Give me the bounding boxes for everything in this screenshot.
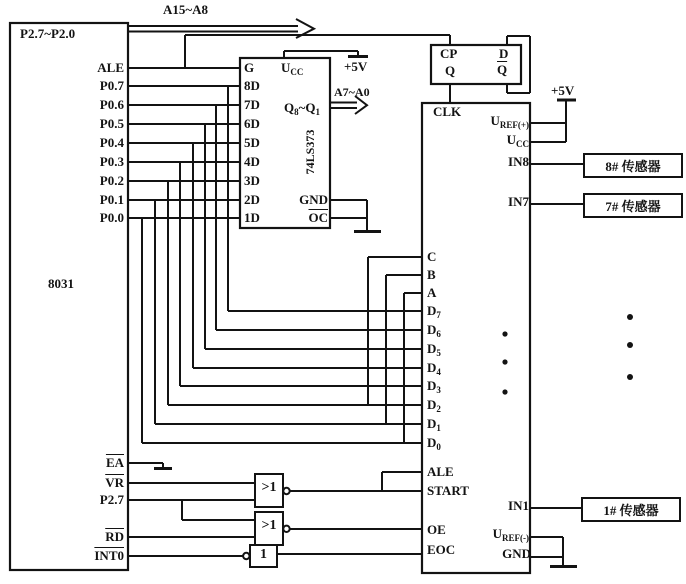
or1-bubble bbox=[283, 488, 289, 494]
adc-pin-a: A bbox=[427, 285, 437, 300]
latch-pin-8d: 8D bbox=[244, 78, 260, 93]
adc-pin-oe: OE bbox=[427, 522, 446, 537]
latch-pin-7d: 7D bbox=[244, 97, 260, 112]
adc-pin-in8: IN8 bbox=[508, 154, 529, 169]
adc-pin-start: START bbox=[427, 483, 469, 498]
ff-pin-d: D bbox=[499, 46, 509, 61]
mcu-pin-p07: P0.7 bbox=[99, 78, 124, 93]
adc-pin-uref-neg: $U_{REF(-)}$ bbox=[492, 526, 529, 543]
wire-p27 bbox=[128, 500, 255, 520]
wire-adc-vcc bbox=[530, 100, 566, 142]
mcu-pin-p06: P0.6 bbox=[99, 97, 124, 112]
adc-pin-uref-pos: $U_{REF(+)}$ bbox=[490, 113, 529, 130]
adc-pin-d4: $D_4$ bbox=[427, 360, 441, 377]
latch-pin-4d: 4D bbox=[244, 154, 260, 169]
or-gate-1-symbol: >1 bbox=[261, 480, 277, 495]
mcu-port2-label: P2.7~P2.0 bbox=[20, 26, 76, 41]
adc-pin-c: C bbox=[427, 249, 437, 264]
sensor-1-label: 1# 传感器 bbox=[603, 503, 659, 518]
ff-pin-qbar: $\overline{Q}$ bbox=[497, 62, 508, 77]
mcu-pin-p04: P0.4 bbox=[99, 135, 124, 150]
adc-pin-d7: $D_7$ bbox=[427, 303, 441, 320]
latch-pin-vcc: $U_{CC}$ bbox=[281, 60, 304, 77]
adc-pin-eoc: EOC bbox=[427, 542, 456, 557]
mcu-pin-p01: P0.1 bbox=[99, 192, 124, 207]
wire-p0-rows bbox=[128, 86, 240, 218]
sensor-7-label: 7# 传感器 bbox=[605, 199, 661, 214]
sensor-7-box bbox=[583, 193, 683, 218]
mcu-pin-rd: $\overline{RD}$ bbox=[105, 529, 124, 544]
mcu-pin-p02: P0.2 bbox=[99, 173, 124, 188]
latch-pin-5d: 5D bbox=[244, 135, 260, 150]
adc-pin-ale: ALE bbox=[427, 464, 454, 479]
adc-pin-clk: CLK bbox=[433, 104, 462, 119]
mcu-pin-p05: P0.5 bbox=[99, 116, 124, 131]
inverter-symbol: 1 bbox=[260, 547, 267, 562]
wire-start-ale bbox=[290, 472, 422, 491]
sensor-8-label: 8# 传感器 bbox=[605, 159, 661, 174]
wire-data-runs bbox=[142, 311, 422, 443]
latch-pin-1d: 1D bbox=[244, 210, 260, 225]
mcu-pin-p27: P2.7 bbox=[99, 492, 124, 507]
adc-pin-ucc: $U_{CC}$ bbox=[506, 132, 529, 149]
mcu-pin-int0: INT0 bbox=[94, 548, 124, 563]
adc-pin-d1: $D_1$ bbox=[427, 416, 441, 433]
power-5v-latch: +5V bbox=[344, 59, 368, 74]
mcu-pin-p03: P0.3 bbox=[99, 154, 124, 169]
adc-pin-d3: $D_3$ bbox=[427, 378, 441, 395]
latch-pin-oc: $\overline{OC}$ bbox=[308, 210, 328, 225]
ff-pin-q: Q bbox=[445, 63, 456, 78]
ellipsis-dots bbox=[502, 314, 633, 395]
sensor-8-box bbox=[583, 153, 683, 178]
adc-pin-in1: IN1 bbox=[508, 498, 529, 513]
latch-pin-gnd: GND bbox=[299, 192, 328, 207]
adc-pin-d0: $D_0$ bbox=[427, 435, 441, 452]
mcu-pin-ale: ALE bbox=[97, 60, 124, 75]
mcu-part-number: 8031 bbox=[48, 276, 74, 291]
power-5v-adc: +5V bbox=[551, 83, 575, 98]
sensor-1-box bbox=[581, 497, 681, 522]
adc-pin-d6: $D_6$ bbox=[427, 322, 441, 339]
latch-pin-3d: 3D bbox=[244, 173, 260, 188]
mcu-pin-ea: $\overline{EA}$ bbox=[105, 455, 124, 470]
ff-pin-cp: CP bbox=[440, 46, 458, 61]
or-gate-2-symbol: >1 bbox=[261, 518, 277, 533]
adc-pin-in7: IN7 bbox=[508, 194, 529, 209]
mcu-pin-vr: $\overline{VR}$ bbox=[105, 475, 124, 490]
or2-bubble bbox=[283, 526, 289, 532]
latch-pin-6d: 6D bbox=[244, 116, 260, 131]
wire-p0-branches bbox=[142, 86, 228, 443]
latch-pin-q8-q1: $Q_8\sim Q_1$ bbox=[284, 100, 321, 117]
latch-part-number: 74LS373 bbox=[303, 129, 317, 175]
latch-pin-g: G bbox=[244, 60, 255, 75]
mcu-pin-p00: P0.0 bbox=[99, 210, 124, 225]
bus-label-a7-a0: A7~A0 bbox=[334, 85, 370, 99]
adc-pin-d5: $D_5$ bbox=[427, 341, 441, 358]
latch-pin-2d: 2D bbox=[244, 192, 260, 207]
bus-label-a15-a8: A15~A8 bbox=[163, 2, 209, 17]
wire-latch-gnd-oc bbox=[330, 200, 367, 231]
adc-pin-d2: $D_2$ bbox=[427, 397, 441, 414]
wire-adc-gnd bbox=[530, 537, 563, 566]
adc-pin-gnd: GND bbox=[502, 546, 531, 561]
inverter-bubble bbox=[243, 553, 249, 559]
adc-pin-b: B bbox=[427, 267, 436, 282]
